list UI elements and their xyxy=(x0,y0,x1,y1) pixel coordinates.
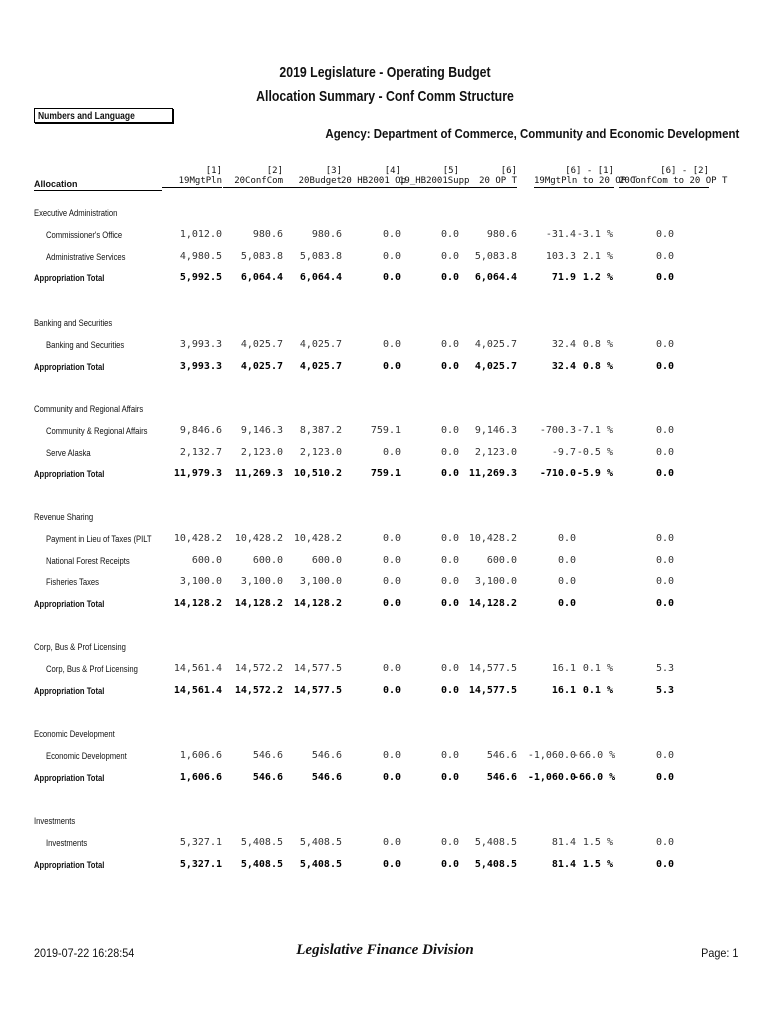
agency-heading: Agency: Department of Commerce, Community and Economic Development xyxy=(325,126,739,141)
cell-change-percent: -5.9 % xyxy=(576,468,613,479)
cell-c5: 0.0 xyxy=(440,837,459,848)
report-subtitle: Allocation Summary - Conf Comm Structure xyxy=(256,88,514,105)
cell-c2: 10,428.2 xyxy=(234,533,283,544)
cell-change-confcom: 0.0 xyxy=(655,468,675,479)
cell-c6: 546.6 xyxy=(486,750,517,761)
cell-change-amount: 0.0 xyxy=(557,576,576,587)
section-heading: Economic Development xyxy=(34,729,115,739)
cell-c2: 980.6 xyxy=(252,229,283,240)
column-number: [3] xyxy=(325,166,342,176)
cell-c4: 0.0 xyxy=(382,533,401,544)
cell-change-confcom: 0.0 xyxy=(655,229,675,240)
appropriation-total-label: Appropriation Total xyxy=(34,273,105,283)
cell-change-amount: 81.4 xyxy=(551,858,576,870)
cell-change-confcom: 0.0 xyxy=(655,250,675,262)
appropriation-total-label: Appropriation Total xyxy=(34,361,105,372)
cell-change-amount: 0.0 xyxy=(557,533,576,544)
column-number: [6] xyxy=(500,166,517,176)
cell-c4: 0.0 xyxy=(382,771,401,783)
appropriation-total-label: Appropriation Total xyxy=(34,469,105,479)
section-heading: Banking and Securities xyxy=(34,318,113,328)
cell-c4: 759.1 xyxy=(370,468,401,479)
cell-c5: 0.0 xyxy=(440,272,459,283)
cell-c2: 600.0 xyxy=(252,554,283,566)
cell-c2: 3,100.0 xyxy=(240,576,283,587)
cell-c2: 546.6 xyxy=(252,750,283,761)
column-number: [1] xyxy=(205,166,222,176)
cell-c4: 0.0 xyxy=(382,272,401,283)
cell-c1: 5,992.5 xyxy=(179,272,222,283)
division-signature: Legislative Finance Division xyxy=(296,942,474,958)
cell-c1: 3,100.0 xyxy=(179,576,222,587)
cell-c1: 5,327.1 xyxy=(179,837,222,848)
cell-change-confcom: 0.0 xyxy=(655,858,675,870)
cell-c1: 14,561.4 xyxy=(173,663,222,674)
cell-c1: 2,132.7 xyxy=(179,446,222,458)
cell-c2: 5,408.5 xyxy=(240,837,283,848)
cell-c3: 4,025.7 xyxy=(299,360,342,372)
cell-change-confcom: 0.0 xyxy=(655,597,675,609)
cell-change-confcom: 5.3 xyxy=(655,684,675,696)
cell-c4: 0.0 xyxy=(382,684,401,696)
cell-c5: 0.0 xyxy=(440,250,459,262)
cell-c5: 0.0 xyxy=(440,229,459,240)
cell-c3: 5,083.8 xyxy=(299,250,342,262)
cell-change-amount: 32.4 xyxy=(551,360,576,372)
cell-c4: 0.0 xyxy=(382,339,401,350)
cell-change-amount: -710.0 xyxy=(539,468,576,479)
section-heading: Corp, Bus & Prof Licensing xyxy=(34,642,126,652)
cell-c2: 5,083.8 xyxy=(240,250,283,262)
table-row-label: Commissioner's Office xyxy=(46,230,123,240)
page-number: Page: 1 xyxy=(700,946,738,960)
cell-c5: 0.0 xyxy=(440,771,459,783)
cell-change-confcom: 0.0 xyxy=(655,339,675,350)
cell-c5: 0.0 xyxy=(440,339,459,350)
cell-c1: 1,606.6 xyxy=(179,771,222,783)
column-label: 19MgtPln xyxy=(162,176,222,188)
cell-change-percent: 1.5 % xyxy=(582,858,613,870)
cell-change-amount: 0.0 xyxy=(557,554,576,566)
cell-change-percent: 0.8 % xyxy=(582,339,613,350)
cell-c3: 4,025.7 xyxy=(299,339,342,350)
table-row-label: Payment in Lieu of Taxes (PILT xyxy=(46,534,152,544)
cell-change-percent: -66.0 % xyxy=(573,771,616,783)
cell-c6: 5,408.5 xyxy=(474,858,517,870)
column-number: [2] xyxy=(266,166,283,176)
cell-change-confcom: 0.0 xyxy=(655,446,675,458)
cell-c3: 546.6 xyxy=(311,771,342,783)
appropriation-total-label: Appropriation Total xyxy=(34,598,105,609)
cell-c6: 3,100.0 xyxy=(474,576,517,587)
cell-c2: 11,269.3 xyxy=(234,468,283,479)
cell-c1: 1,012.0 xyxy=(179,229,222,240)
cell-change-confcom: 5.3 xyxy=(655,663,675,674)
cell-c6: 14,577.5 xyxy=(468,684,517,696)
cell-c5: 0.0 xyxy=(440,468,459,479)
cell-c6: 14,128.2 xyxy=(468,597,517,609)
section-heading: Community and Regional Affairs xyxy=(34,404,144,414)
table-row-label: National Forest Receipts xyxy=(46,555,130,566)
cell-c6: 11,269.3 xyxy=(468,468,517,479)
cell-c3: 10,510.2 xyxy=(293,468,342,479)
cell-change-amount: 103.3 xyxy=(545,250,576,262)
cell-c1: 5,327.1 xyxy=(179,858,222,870)
cell-c4: 0.0 xyxy=(382,837,401,848)
column-number: [4] xyxy=(384,166,401,176)
column-header-7 xyxy=(534,166,637,188)
column-label: 19MgtPln to 20 OP T xyxy=(534,176,637,186)
cell-c6: 10,428.2 xyxy=(468,533,517,544)
table-row-label: Administrative Services xyxy=(46,251,126,262)
cell-c5: 0.0 xyxy=(440,663,459,674)
column-header-2 xyxy=(223,166,283,188)
cell-change-confcom: 0.0 xyxy=(655,533,675,544)
cell-c2: 546.6 xyxy=(252,771,283,783)
cell-change-amount: -1,060.0 xyxy=(527,771,576,783)
appropriation-total-label: Appropriation Total xyxy=(34,685,105,696)
cell-c2: 2,123.0 xyxy=(240,446,283,458)
column-label: 20ConfCom to 20 OP T xyxy=(619,176,728,186)
cell-c4: 0.0 xyxy=(382,858,401,870)
cell-c6: 2,123.0 xyxy=(474,446,517,458)
cell-c3: 600.0 xyxy=(311,554,342,566)
cell-c3: 8,387.2 xyxy=(299,425,342,436)
cell-change-confcom: 0.0 xyxy=(655,750,675,761)
cell-c6: 4,025.7 xyxy=(474,339,517,350)
table-row-label: Serve Alaska xyxy=(46,447,91,458)
cell-c6: 600.0 xyxy=(486,554,517,566)
cell-change-amount: 81.4 xyxy=(551,837,576,848)
cell-c3: 980.6 xyxy=(311,229,342,240)
column-label: 20ConfCom xyxy=(223,176,283,188)
column-header-4 xyxy=(341,166,407,188)
cell-c4: 0.0 xyxy=(382,750,401,761)
column-header-1 xyxy=(162,166,222,188)
cell-c1: 11,979.3 xyxy=(173,468,222,479)
cell-c3: 14,128.2 xyxy=(293,597,342,609)
cell-change-confcom: 0.0 xyxy=(655,837,675,848)
cell-c4: 0.0 xyxy=(382,663,401,674)
cell-c6: 980.6 xyxy=(486,229,517,240)
cell-c1: 3,993.3 xyxy=(179,339,222,350)
appropriation-total-label: Appropriation Total xyxy=(34,859,105,870)
cell-change-percent: -0.5 % xyxy=(576,446,613,458)
cell-c5: 0.0 xyxy=(440,576,459,587)
cell-c1: 4,980.5 xyxy=(179,250,222,262)
column-number: [6] - [1] xyxy=(565,166,614,176)
cell-change-percent: -7.1 % xyxy=(576,425,613,436)
section-heading: Investments xyxy=(34,816,76,826)
cell-change-percent: 0.8 % xyxy=(582,360,613,372)
column-header-6 xyxy=(457,166,517,188)
cell-c5: 0.0 xyxy=(440,684,459,696)
cell-c3: 546.6 xyxy=(311,750,342,761)
column-number: [6] - [2] xyxy=(660,166,709,176)
allocation-column-header: Allocation xyxy=(34,179,162,191)
cell-c1: 3,993.3 xyxy=(179,360,222,372)
cell-c1: 1,606.6 xyxy=(179,750,222,761)
cell-change-amount: 16.1 xyxy=(551,663,576,674)
cell-c6: 6,064.4 xyxy=(474,272,517,283)
cell-change-percent: 0.1 % xyxy=(582,684,613,696)
cell-change-percent: -66.0 % xyxy=(573,750,616,761)
section-heading: Revenue Sharing xyxy=(34,512,94,522)
cell-change-percent: 2.1 % xyxy=(582,250,613,262)
cell-c5: 0.0 xyxy=(440,750,459,761)
cell-change-amount: 0.0 xyxy=(557,597,576,609)
table-row-label: Investments xyxy=(46,838,88,848)
cell-c3: 2,123.0 xyxy=(299,446,342,458)
cell-c4: 0.0 xyxy=(382,446,401,458)
table-row-label: Corp, Bus & Prof Licensing xyxy=(46,664,138,674)
cell-c2: 9,146.3 xyxy=(240,425,283,436)
box-label: Numbers and Language xyxy=(38,111,135,122)
column-label: 20 OP T xyxy=(457,176,517,188)
table-row-label: Community & Regional Affairs xyxy=(46,426,148,436)
cell-change-percent: 1.2 % xyxy=(582,272,613,283)
cell-c3: 14,577.5 xyxy=(293,684,342,696)
cell-change-amount: -700.3 xyxy=(539,425,576,436)
cell-c4: 759.1 xyxy=(370,425,401,436)
cell-c4: 0.0 xyxy=(382,554,401,566)
cell-change-confcom: 0.0 xyxy=(655,771,675,783)
cell-c2: 14,572.2 xyxy=(234,663,283,674)
column-label: 20Budget xyxy=(282,176,342,188)
column-header-5 xyxy=(399,166,470,188)
cell-c4: 0.0 xyxy=(382,597,401,609)
column-header-8 xyxy=(619,166,728,188)
cell-change-confcom: 0.0 xyxy=(655,576,675,587)
column-label: 20 HB2001 Op xyxy=(341,176,407,186)
cell-c3: 5,408.5 xyxy=(299,837,342,848)
table-row-label: Economic Development xyxy=(46,751,127,761)
cell-c3: 10,428.2 xyxy=(293,533,342,544)
cell-c2: 6,064.4 xyxy=(240,272,283,283)
cell-change-percent: 1.5 % xyxy=(582,837,613,848)
cell-c3: 3,100.0 xyxy=(299,576,342,587)
table-row-label: Banking and Securities xyxy=(46,340,125,350)
cell-c2: 14,572.2 xyxy=(234,684,283,696)
cell-c2: 5,408.5 xyxy=(240,858,283,870)
cell-c4: 0.0 xyxy=(382,360,401,372)
cell-c6: 14,577.5 xyxy=(468,663,517,674)
cell-c5: 0.0 xyxy=(440,597,459,609)
report-timestamp: 2019-07-22 16:28:54 xyxy=(34,946,135,960)
cell-change-amount: -9.7 xyxy=(551,446,576,458)
cell-c4: 0.0 xyxy=(382,576,401,587)
cell-c4: 0.0 xyxy=(382,229,401,240)
cell-c5: 0.0 xyxy=(440,554,459,566)
column-header-3 xyxy=(282,166,342,188)
cell-c5: 0.0 xyxy=(440,533,459,544)
cell-c2: 4,025.7 xyxy=(240,339,283,350)
table-row-label: Fisheries Taxes xyxy=(46,577,100,587)
cell-c6: 4,025.7 xyxy=(474,360,517,372)
cell-c5: 0.0 xyxy=(440,425,459,436)
cell-c6: 5,408.5 xyxy=(474,837,517,848)
cell-c3: 5,408.5 xyxy=(299,858,342,870)
cell-c1: 9,846.6 xyxy=(179,425,222,436)
cell-c1: 10,428.2 xyxy=(173,533,222,544)
cell-c6: 546.6 xyxy=(486,771,517,783)
cell-change-confcom: 0.0 xyxy=(655,554,675,566)
column-number: [5] xyxy=(442,166,459,176)
cell-change-amount: 32.4 xyxy=(551,339,576,350)
cell-c5: 0.0 xyxy=(440,446,459,458)
report-title: 2019 Legislature - Operating Budget xyxy=(279,64,491,81)
cell-c6: 9,146.3 xyxy=(474,425,517,436)
cell-change-amount: 71.9 xyxy=(551,272,576,283)
cell-c5: 0.0 xyxy=(440,360,459,372)
appropriation-total-label: Appropriation Total xyxy=(34,772,105,783)
cell-change-confcom: 0.0 xyxy=(655,425,675,436)
cell-change-amount: -31.4 xyxy=(545,229,576,240)
numbers-and-language-box xyxy=(34,108,173,123)
cell-c3: 6,064.4 xyxy=(299,272,342,283)
cell-c3: 14,577.5 xyxy=(293,663,342,674)
cell-c2: 14,128.2 xyxy=(234,597,283,609)
cell-c4: 0.0 xyxy=(382,250,401,262)
cell-c6: 5,083.8 xyxy=(474,250,517,262)
cell-change-amount: 16.1 xyxy=(551,684,576,696)
cell-c1: 14,561.4 xyxy=(173,684,222,696)
cell-change-confcom: 0.0 xyxy=(655,272,675,283)
column-label: 19_HB2001Supp xyxy=(399,176,470,186)
cell-c1: 600.0 xyxy=(191,554,222,566)
cell-change-percent: 0.1 % xyxy=(582,663,613,674)
section-heading: Executive Administration xyxy=(34,208,118,218)
cell-c1: 14,128.2 xyxy=(173,597,222,609)
cell-c5: 0.0 xyxy=(440,858,459,870)
cell-change-confcom: 0.0 xyxy=(655,360,675,372)
cell-c2: 4,025.7 xyxy=(240,360,283,372)
cell-change-amount: -1,060.0 xyxy=(527,750,576,761)
cell-change-percent: -3.1 % xyxy=(576,229,613,240)
